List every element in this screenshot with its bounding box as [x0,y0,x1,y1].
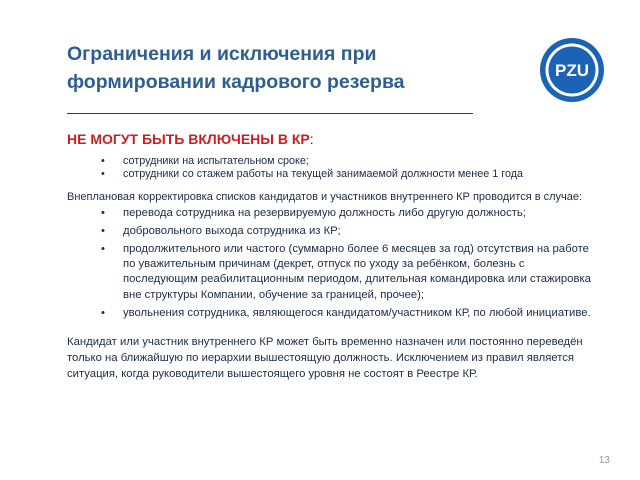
list-item [67,206,597,221]
slide-title: Ограничения и исключения при формировании кадрового резерва [67,43,405,93]
list-item [67,306,597,321]
bullet: • [101,224,105,237]
list-item [67,224,597,239]
pzu-logo [539,37,605,103]
bullet: • [101,206,105,219]
excluded-list [67,155,597,181]
closing-paragraph: Кандидат или участник внутреннего КР может быть временно назначен или постоянно переведён только на ближайшую по иерархии вышестоящую должность. Исключением из правил является ситуация, когда руководители вышестоящего уровня не состоят в Реестре КР. [67,335,583,380]
list-item [67,168,597,181]
list-item [67,242,597,303]
list-item-text: сотрудники на испытательном сроке; [123,155,309,167]
list-item-text: увольнения сотрудника, являющегося кандидатом/участником КР, по любой инициативе. [123,306,591,319]
correction-list [67,206,597,321]
pzu-logo-text: PZU [555,61,589,80]
list-item [67,155,597,168]
bullet: • [101,155,105,167]
excluded-heading-colon: : [309,131,314,147]
slide-content [67,130,597,382]
bullet: • [101,306,105,319]
bullet: • [101,168,105,180]
list-item-text: добровольного выхода сотрудника из КР; [123,224,341,237]
title-underline [67,113,473,114]
list-item-text: перевода сотрудника на резервируемую должность либо другую должность; [123,206,526,219]
correction-intro: Внеплановая корректировка списков кандидатов и участников внутреннего КР проводится в случае: [67,191,583,203]
list-item-text: продолжительного или частого (суммарно более 6 месяцев за год) отсутствия на работе по уважительным причинам (декрет, отпуск по уходу за ребёнком, болезнь с последующим реабилитационным периодом, длительная командировка или стажировка вне структуры Компании, обучение за границей, прочее); [123,242,591,301]
list-item-text: сотрудники со стажем работы на текущей занимаемой должности менее 1 года [123,168,524,180]
page-number: 13 [598,455,610,466]
excluded-heading-text: НЕ МОГУТ БЫТЬ ВКЛЮЧЕНЫ В КР [67,131,310,147]
bullet: • [101,242,105,255]
excluded-heading [67,130,597,148]
